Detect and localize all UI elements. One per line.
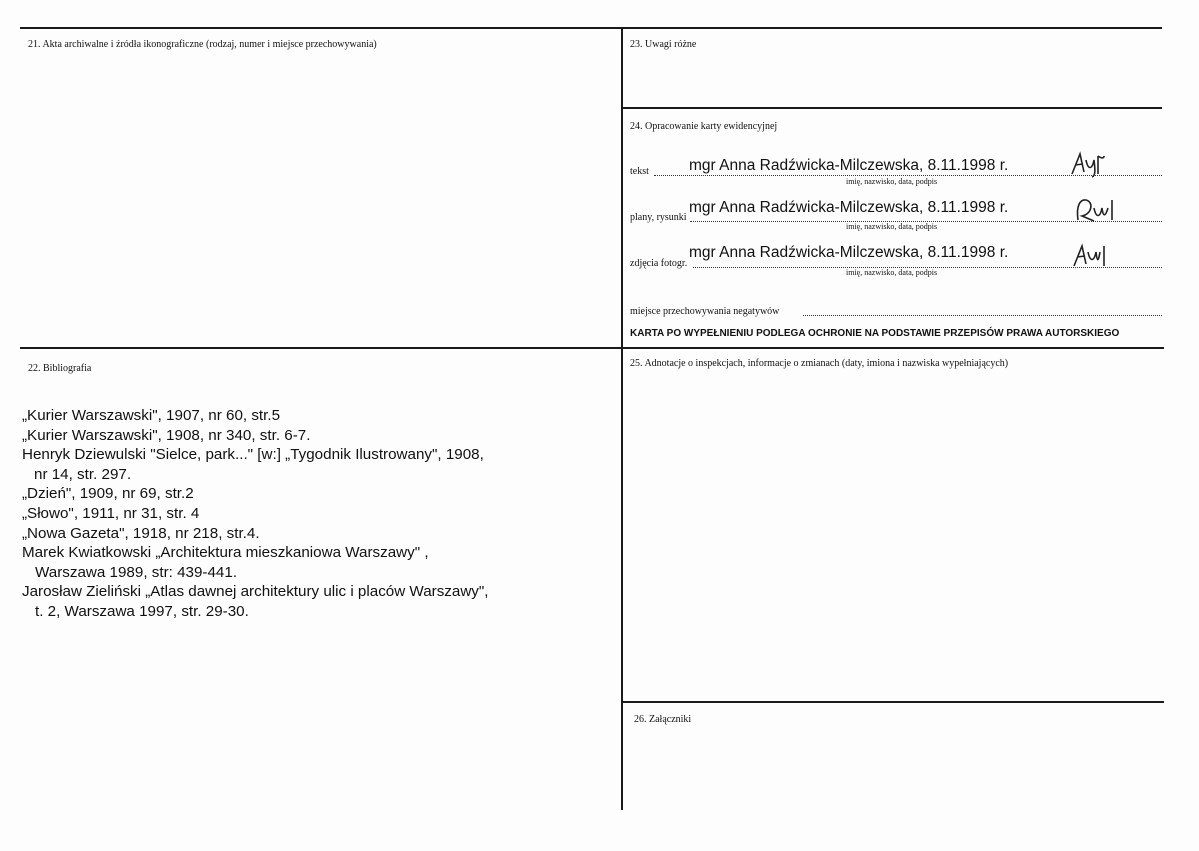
section-22-heading: 22. Bibliografia xyxy=(28,363,92,374)
bibliography-line: „Dzień", 1909, nr 69, str.2 xyxy=(22,485,194,503)
bibliography-line: Jarosław Zieliński „Atlas dawnej architektury ulic i placów Warszawy", xyxy=(22,583,489,601)
section-23-heading: 23. Uwagi różne xyxy=(630,39,697,50)
bibliography-line: Marek Kwiatkowski „Architektura mieszkaniowa Warszawy" , xyxy=(22,544,429,562)
bibliography-line: „Kurier Warszawski", 1907, nr 60, str.5 xyxy=(22,407,281,424)
tekst-label: tekst xyxy=(630,166,649,177)
zdjecia-value: mgr Anna Radźwicka-Milczewska, 8.11.1998 r. xyxy=(689,244,1009,261)
bibliography-line: „Nowa Gazeta", 1918, nr 218, str.4. xyxy=(22,524,260,542)
right-divider-1 xyxy=(622,107,1162,109)
negatives-storage-label: miejsce przechowywania negatywów xyxy=(630,306,780,317)
right-divider-2 xyxy=(622,347,1164,349)
signature-2 xyxy=(1072,196,1120,224)
plany-label: plany, rysunki xyxy=(630,212,687,223)
tekst-value: mgr Anna Radźwicka-Milczewska, 8.11.1998 r. xyxy=(689,157,1009,174)
bibliography-line: „Kurier Warszawski", 1908, nr 340, str. 6-7. xyxy=(22,426,311,444)
top-border xyxy=(20,27,1162,29)
bibliography-list xyxy=(22,406,489,622)
section-21-heading: 21. Akta archiwalne i źródła ikonograficzne (rodzaj, numer i miejsce przechowywania) xyxy=(28,39,377,50)
plany-caption: imię, nazwisko, data, podpis xyxy=(846,222,938,231)
signature-3 xyxy=(1070,242,1114,270)
right-divider-3 xyxy=(622,701,1164,703)
bibliography-line: Henryk Dziewulski "Sielce, park..." [w:] „Tygodnik Ilustrowany", 1908, xyxy=(22,446,484,464)
zdjecia-label: zdjęcia fotogr. xyxy=(630,258,688,269)
bibliography-line: t. 2, Warszawa 1997, str. 29-30. xyxy=(35,602,249,620)
tekst-caption: imię, nazwisko, data, podpis xyxy=(846,177,938,186)
section-26-heading: 26. Załączniki xyxy=(634,714,692,725)
section-25-heading: 25. Adnotacje o inspekcjach, informacje o zmianach (daty, imiona i nazwiska wypełniających) xyxy=(630,358,1009,369)
bibliography-line: nr 14, str. 297. xyxy=(34,465,132,483)
copyright-notice: KARTA PO WYPEŁNIENIU PODLEGA OCHRONIE NA PODSTAWIE PRZEPISÓW PRAWA AUTORSKIEGO xyxy=(630,328,1120,339)
section-24-heading: 24. Opracowanie karty ewidencyjnej xyxy=(630,121,778,132)
negatives-dotted-line xyxy=(803,315,1162,316)
signature-1 xyxy=(1068,150,1112,178)
plany-value: mgr Anna Radźwicka-Milczewska, 8.11.1998 r. xyxy=(689,199,1009,216)
zdjecia-caption: imię, nazwisko, data, podpis xyxy=(846,268,938,277)
bibliography-line: Warszawa 1989, str: 439-441. xyxy=(35,563,238,581)
vertical-divider xyxy=(621,28,623,810)
left-middle-divider xyxy=(20,347,622,349)
bibliography-line: „Słowo", 1911, nr 31, str. 4 xyxy=(22,504,200,522)
